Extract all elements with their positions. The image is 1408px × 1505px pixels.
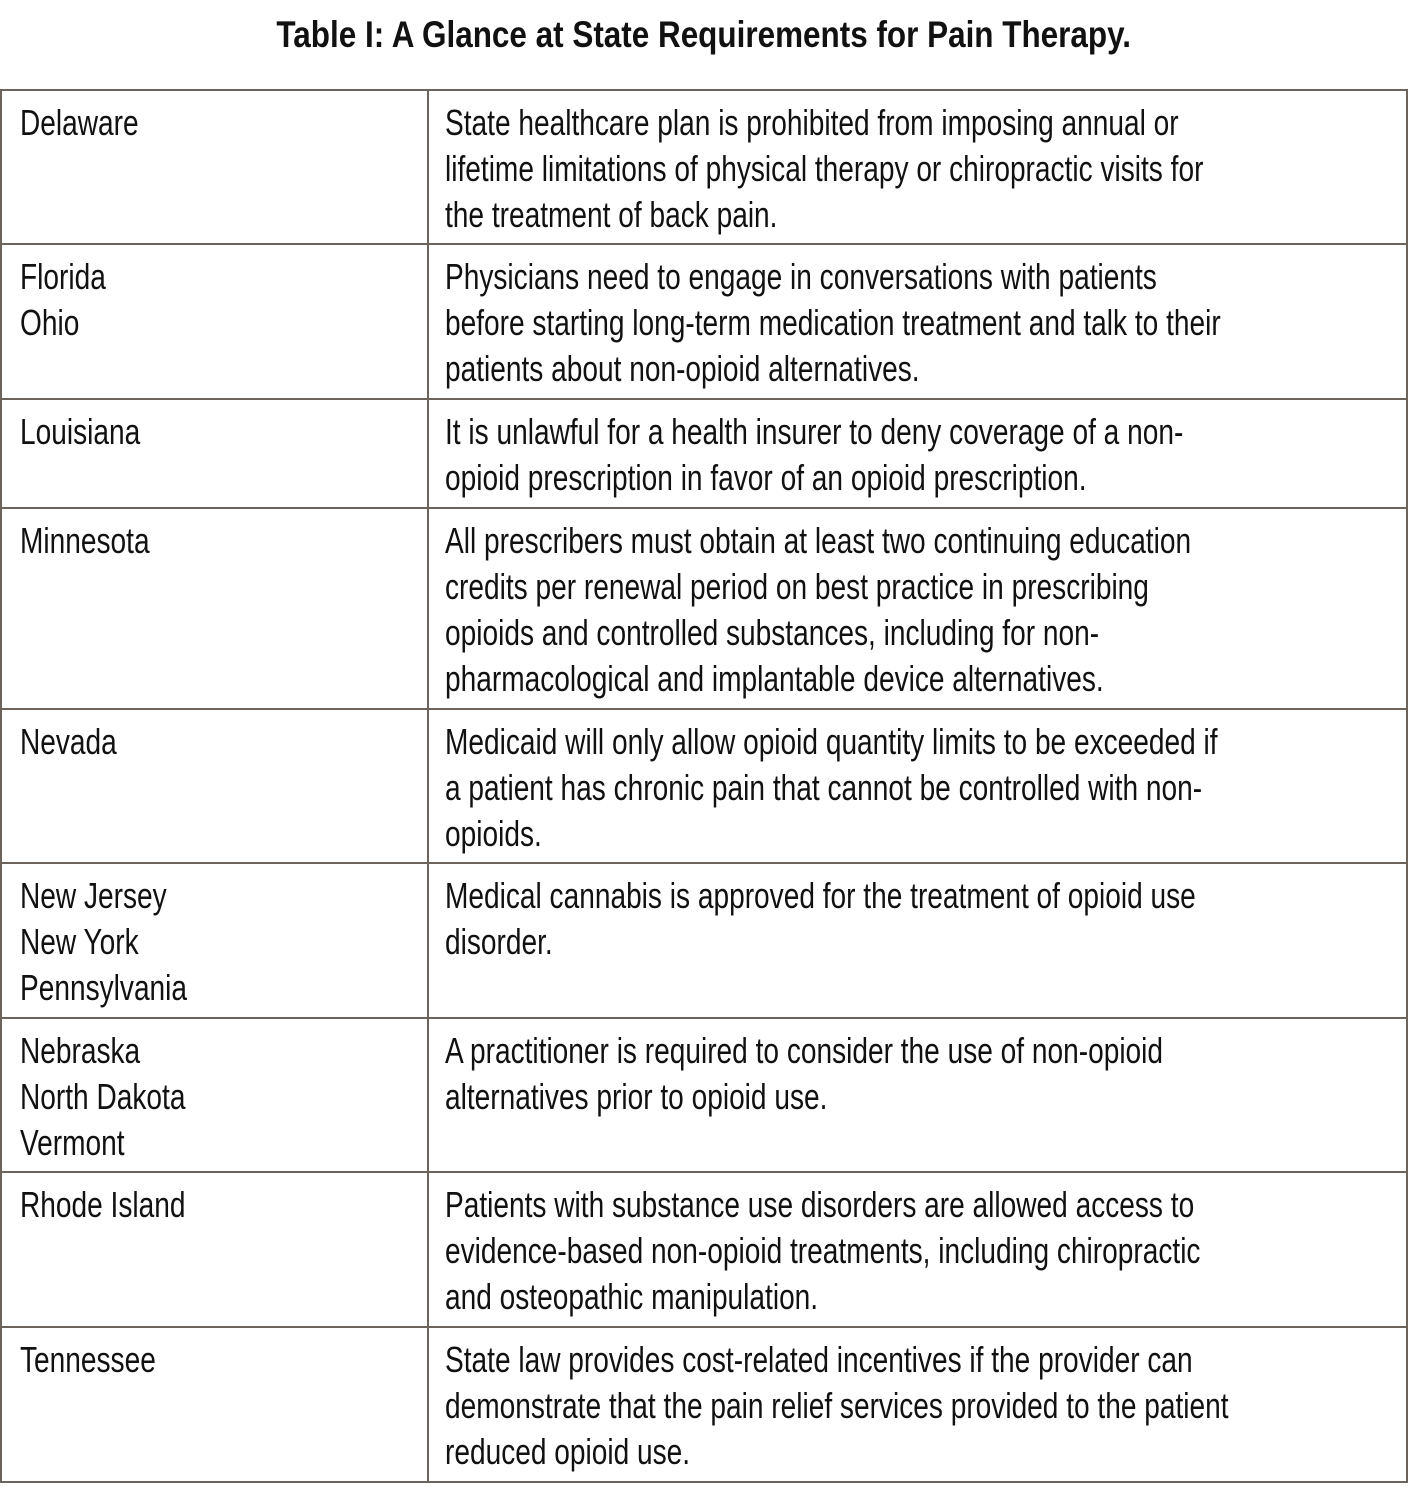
requirement-cell [428, 399, 1407, 508]
requirement-cell-text: All prescribers must obtain at least two continuing education credits per renewal period on best practice in prescribing opioids and controlled substances, including for non- pharmacological and implantable device alternatives. [445, 520, 1192, 699]
state-cell-text: Tennessee [20, 1339, 156, 1380]
requirement-cell [428, 1327, 1407, 1482]
requirement-cell [428, 1172, 1407, 1327]
requirement-cell-text: Medicaid will only allow opioid quantity limits to be exceeded if a patient has chronic pain that cannot be controlled with non- opioids. [445, 721, 1218, 854]
table-row [1, 1018, 1407, 1172]
requirement-cell-text: A practitioner is required to consider the use of non-opioid alternatives prior to opioid use. [445, 1030, 1164, 1117]
state-cell-text: Delaware [20, 102, 139, 143]
state-cell-text: Louisiana [20, 411, 141, 452]
state-cell-text: Florida Ohio [20, 256, 106, 343]
table-row [1, 399, 1407, 508]
requirement-cell-text: It is unlawful for a health insurer to deny coverage of a non- opioid prescription in favor of an opioid prescription. [445, 411, 1184, 498]
table-row [1, 1327, 1407, 1482]
state-requirements-table [0, 89, 1408, 1483]
requirement-cell-text: Physicians need to engage in conversations with patients before starting long-term medication treatment and talk to their patients about non-opioid alternatives. [445, 256, 1221, 389]
requirement-cell [428, 709, 1407, 863]
table-row [1, 1172, 1407, 1327]
state-cell-text: Nevada [20, 721, 117, 762]
state-cell [1, 1327, 428, 1482]
state-cell [1, 90, 428, 244]
requirement-cell [428, 863, 1407, 1018]
table-row [1, 508, 1407, 709]
requirement-cell-text: Patients with substance use disorders are allowed access to evidence-based non-opioid treatments, including chiropractic and osteopathic manipulation. [445, 1184, 1201, 1317]
state-cell-text: Minnesota [20, 520, 150, 561]
state-cell [1, 1018, 428, 1172]
requirement-cell-text: State law provides cost-related incentives if the provider can demonstrate that the pain relief services provided to the patient reduced opioid use. [445, 1339, 1229, 1472]
table-title [0, 14, 1408, 56]
state-cell-text: Nebraska North Dakota Vermont [20, 1030, 186, 1163]
state-cell [1, 508, 428, 709]
table-row [1, 90, 1407, 244]
state-cell [1, 1172, 428, 1327]
table-row [1, 244, 1407, 399]
state-cell [1, 709, 428, 863]
table-row [1, 709, 1407, 863]
requirement-cell [428, 244, 1407, 399]
requirement-cell-text: Medical cannabis is approved for the treatment of opioid use disorder. [445, 875, 1196, 962]
state-cell [1, 399, 428, 508]
state-cell [1, 863, 428, 1018]
table-body [1, 90, 1407, 1482]
requirement-cell-text: State healthcare plan is prohibited from imposing annual or lifetime limitations of physical therapy or chiropractic visits for the treatment of back pain. [445, 102, 1204, 235]
requirement-cell [428, 90, 1407, 244]
requirement-cell [428, 1018, 1407, 1172]
requirement-cell [428, 508, 1407, 709]
table-title-text: Table I: A Glance at State Requirements for Pain Therapy. [276, 14, 1132, 55]
state-cell [1, 244, 428, 399]
table-row [1, 863, 1407, 1018]
state-cell-text: Rhode Island [20, 1184, 186, 1225]
state-cell-text: New Jersey New York Pennsylvania [20, 875, 188, 1008]
